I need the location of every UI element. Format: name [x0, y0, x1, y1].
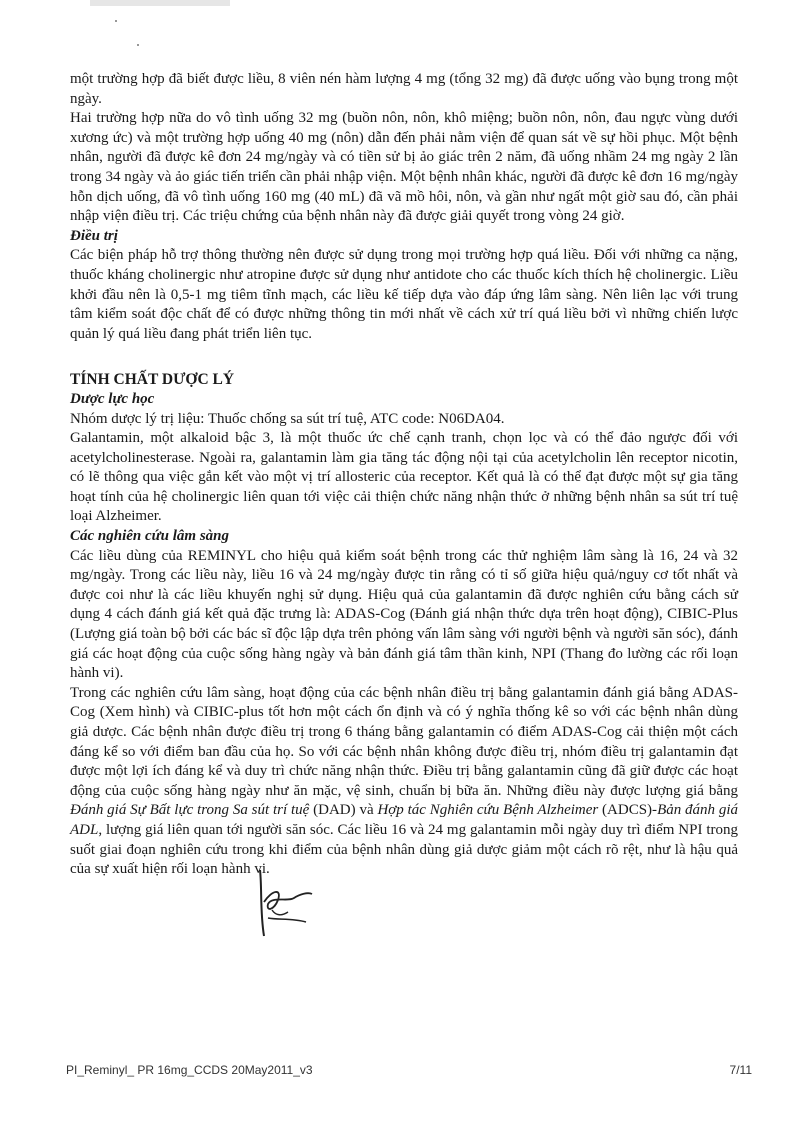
heading-pharmacodynamics: Dược lực học	[70, 390, 155, 407]
paragraph-mechanism: Galantamin, một alkaloid bậc 3, là một thuốc ức chế cạnh tranh, chọn lọc và có thể đảo ngược đối với acetylcholinesterase. Ngoài ra, galantamin làm gia tăng tác động nội tại của acetylcholin lên receptor nicotin, có lẽ thông qua việc gắn kết vào một vị trí allosteric của receptor. Kết quả là có thể đạt được một sự gia tăng hoạt tính của hệ cholinergic liên quan tới việc cải thiện chức năng nhận thức ở những bệnh nhân sa sút trí tuệ loại Alzheimer.	[70, 430, 738, 525]
scan-speck	[137, 44, 139, 46]
scan-speck	[115, 20, 117, 22]
paragraph-overdose-cases-2: Hai trường hợp nữa do vô tình uống 32 mg (buồn nôn, nôn, khô miệng; buồn nôn, nôn, đau ngực vùng dưới xương ức) và một trường hợp uống 40 mg (nôn) dẫn đến phải nằm viện để quan sát về sự hồi phục. Một bệnh nhân, người đã được kê đơn 24 mg/ngày và có tiền sử bị ảo giác trên 2 năm, đã uống nhầm 24 mg ngày 2 lần trong 34 ngày và ảo giác tiến triển cần phải nhập viện. Một bệnh nhân khác, người đã được kê đơn 16 mg/ngày hỗn dịch uống, đã vô tình uống 160 mg (40 mL) đã vã mồ hôi, nôn, và gần như ngất một giờ sau đó, cần phải nhập viện điều trị. Các triệu chứng của bệnh nhân này đã được giải quyết trong vòng 24 giờ.	[70, 110, 738, 225]
paragraph-clinical-doses: Các liều dùng của REMINYL cho hiệu quả kiểm soát bệnh trong các thử nghiệm lâm sàng là 16, 24 và 32 mg/ngày. Trong các liều này, liều 16 và 24 mg/ngày được tin rằng có tỉ số giữa hiệu quả/nguy cơ tốt nhất và được coi như là các liều khuyến nghị sử dụng. Hiệu quả của galantamin đã được nghiên cứu bằng cách sử dụng 4 cách đánh giá kết quả đặc trưng là: ADAS-Cog (Đánh giá nhận thức dựa trên hoạt động), CIBIC-Plus (Lượng giá toàn bộ bởi các bác sĩ độc lập dựa trên phỏng vấn lâm sàng với người bệnh và người săn sóc), đánh giá các hoạt động của cuộc sống hàng ngày và bản đánh giá tâm thần kinh, NPI (Thang đo lường các rối loạn hành vi).	[70, 547, 738, 682]
footer-document-id: PI_Reminyl_ PR 16mg_CCDS 20May2011_v3	[66, 1063, 313, 1077]
heading-clinical-studies: Các nghiên cứu lâm sàng	[70, 528, 230, 545]
adcs-name: Hợp tác Nghiên cứu Bệnh Alzheimer	[377, 802, 599, 819]
paragraph-treatment: Các biện pháp hỗ trợ thông thường nên được sử dụng trong mọi trường hợp quá liều. Đối với những ca nặng, thuốc kháng cholinergic như atropine được sử dụng như antidote cho các thuốc kích thích hệ cholinergic. Liều khởi đầu nên là 0,5-1 mg tiêm tĩnh mạch, các liều kế tiếp dựa vào đáp ứng lâm sàng. Nên liên lạc với trung tâm kiểm soát độc chất để có được những thông tin mới nhất về cách xử trí quá liều bởi vì những chiến lược quản lý quá liều đang phát triển liên tục.	[70, 247, 738, 342]
scan-artifact-top	[90, 0, 230, 6]
heading-treatment: Điều trị	[70, 227, 118, 244]
paragraph-therapeutic-group: Nhóm dược lý trị liệu: Thuốc chống sa sút trí tuệ, ATC code: N06DA04.	[70, 410, 505, 427]
adl-scale-name: Bản đánh giá ADL	[70, 802, 739, 838]
footer-page-number: 7/11	[729, 1063, 752, 1077]
document-body	[70, 70, 738, 880]
heading-pharmacology: TÍNH CHẤT DƯỢC LÝ	[70, 371, 235, 389]
paragraph-overdose-cases-1: một trường hợp đã biết được liều, 8 viên nén hàm lượng 4 mg (tổng 32 mg) đã được uống vào bụng trong một ngày.	[70, 71, 738, 107]
paragraph-clinical-results: Trong các nghiên cứu lâm sàng, hoạt động của các bệnh nhân điều trị bằng galantamin đánh giá bằng ADAS-Cog (Xem hình) và CIBIC-plus tốt hơn một cách ổn định và có ý nghĩa thống kê so với các bệnh nhân dùng giả dược. Các bệnh nhân được điều trị trong 6 tháng bằng galantamin có điểm ADAS-Cog cải thiện một cách đáng kể so với điểm ban đầu của họ. So với các bệnh nhân không được điều trị, nhóm điều trị galantamin đạt được một lợi ích đáng kể và duy trì chức năng nhận thức. Điều trị bằng galantamin cũng đã giữ được các hoạt động của cuộc sống hàng ngày như ăn mặc, vệ sinh, chuẩn bị bữa ăn. Những điều này được lượng giá bằng Đánh giá Sự Bất lực trong Sa sút trí tuệ (DAD) và Hợp tác Nghiên cứu Bệnh Alzheimer (ADCS)-Bản đánh giá ADL, lượng giá liên quan tới người săn sóc. Các liều 16 và 24 mg galantamin mỗi ngày duy trì điểm NPI trong suốt giai đoạn nghiên cứu trong khi điểm của bệnh nhân dùng giả dược giảm một cách rõ rệt, như là hậu quả của sự xuất hiện rối loạn hành vi.	[70, 684, 739, 878]
handwritten-signature	[248, 862, 338, 942]
dad-scale-name: Đánh giá Sự Bất lực trong Sa sút trí tuệ	[70, 802, 310, 819]
